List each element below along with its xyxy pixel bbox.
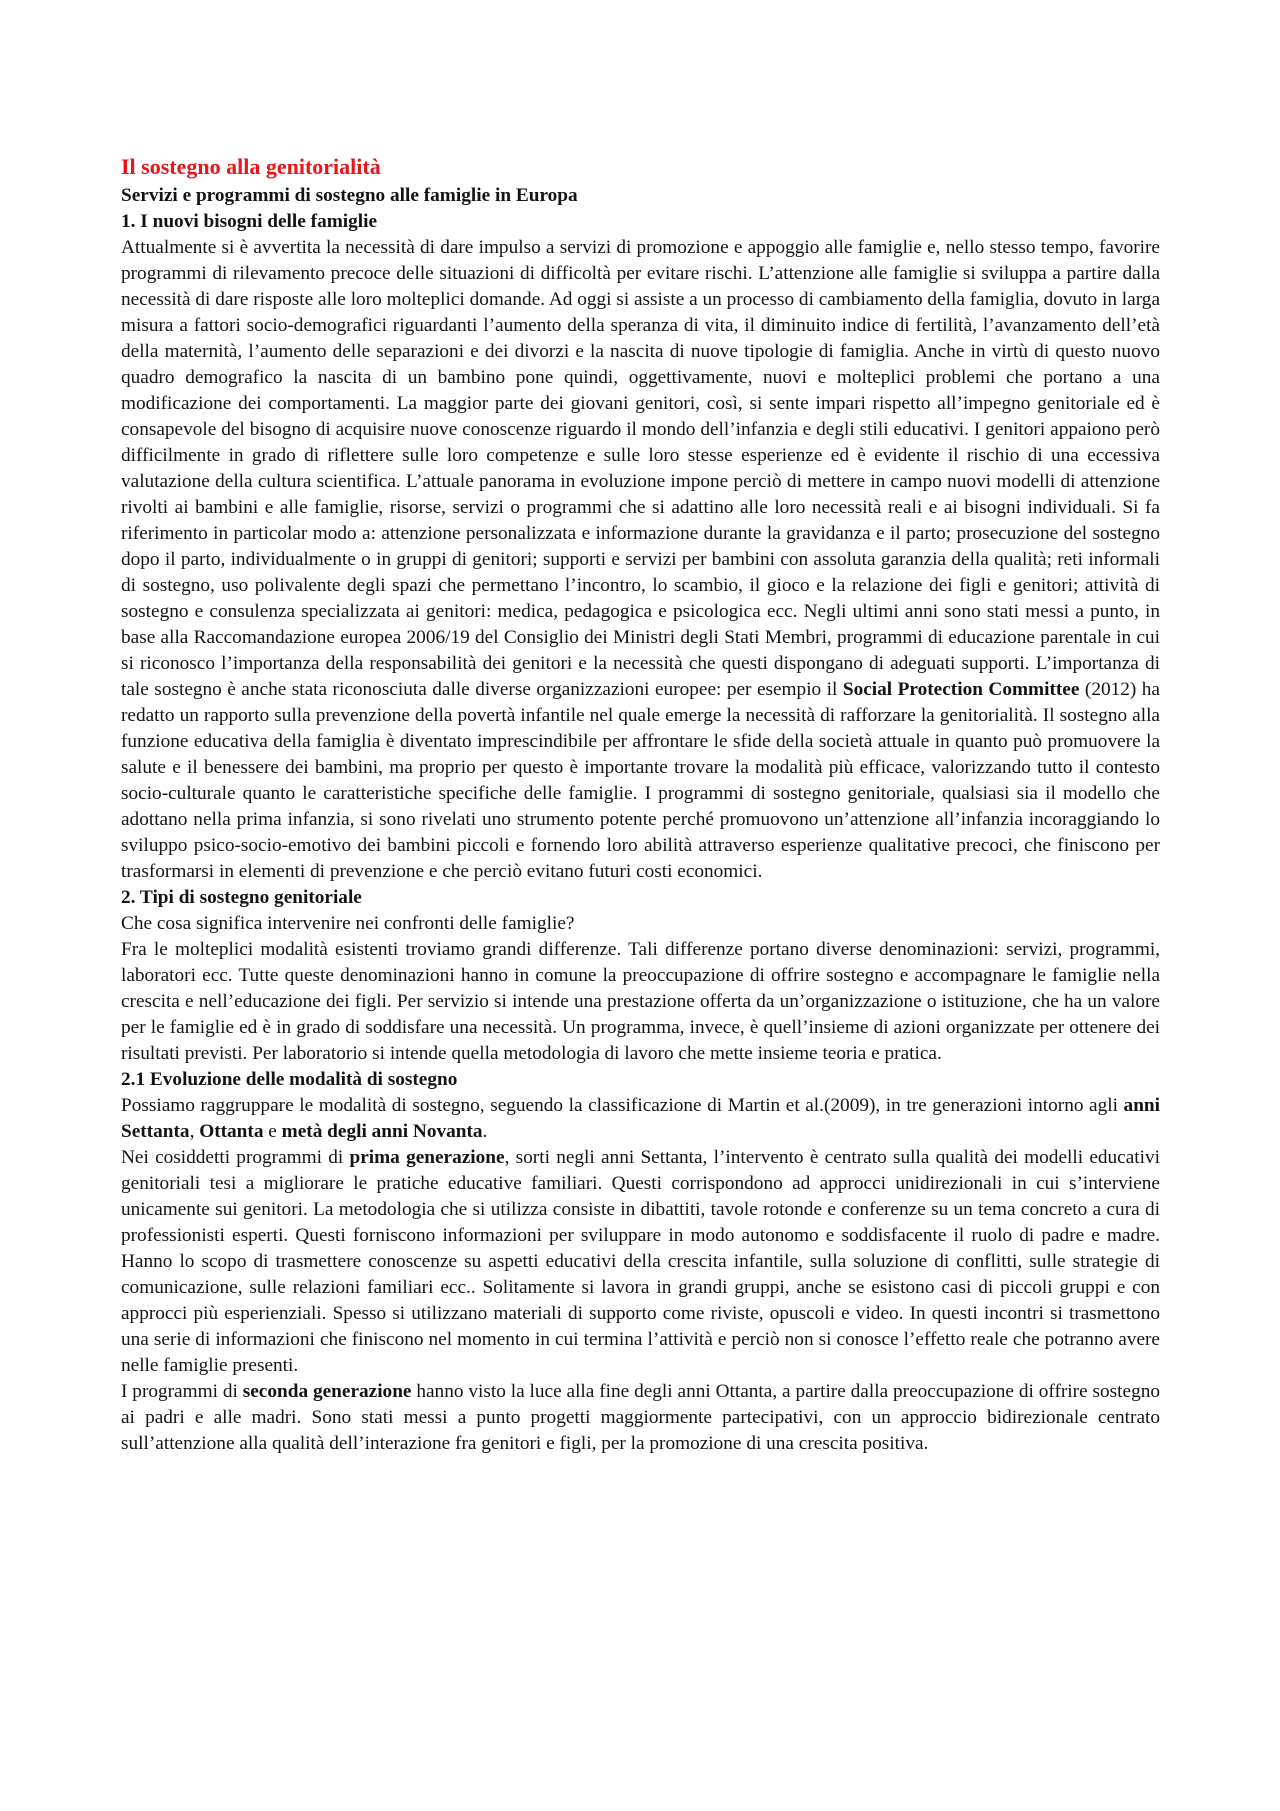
social-protection-committee: Social Protection Committee (842, 679, 1080, 700)
section-1-heading: 1. I nuovi bisogni delle famiglie (121, 211, 378, 232)
seconda-generazione: seconda generazione (242, 1381, 412, 1402)
section-2-1-heading: 2.1 Evoluzione delle modalità di sostegno (121, 1069, 458, 1090)
section-2-paragraph: Fra le molteplici modalità esistenti troviamo grandi differenze. Tali differenze portano diverse denominazioni: servizi, programmi, laboratori ecc. Tutte queste denominazioni hanno in comune la preoccupazione di offrire sostegno e accompagnare le famiglie nella crescita e nell’educazione dei figli. Per servizio si intende una prestazione offerta da un’organizzazione o istituzione, che ha un valore per le famiglie ed è in grado di soddisfare una necessità. Un programma, invece, è quell’insieme di azioni organizzate per ottenere dei risultati previsti. Per laboratorio si intende quella metodologia di lavoro che mette insieme teoria e pratica. (121, 939, 1160, 1064)
seconda-generazione-text: hanno visto la luce alla fine degli anni Ottanta, a partire dalla preoccupazione di offrire sostegno ai padri e alle madri. Sono stati messi a punto progetti maggiormente partecipativi, con un approccio bidirezionale centrato sull’attenzione alla qualità dell’interazione fra genitori e figli, per la promozione di una crescita positiva. (121, 1381, 1160, 1454)
document-subtitle: Servizi e programmi di sostegno alle famiglie in Europa (121, 185, 578, 206)
section-2-1-text-a: Possiamo raggruppare le modalità di sostegno, seguendo la classificazione di Martin et al.(2009), in tre generazioni intorno agli (121, 1095, 1124, 1116)
section-1-text-b: (2012) ha redatto un rapporto sulla prevenzione della povertà infantile nel quale emerge la necessità di rafforzare la genitorialità. Il sostegno alla funzione educativa della famiglia è diventato imprescindibile per affrontare le sfide della società attuale in quanto può promuovere la salute e il benessere dei bambini, ma proprio per questo è importante trovare la modalità più efficace, valorizzando tutto il contesto socio-culturale quanto le caratteristiche specifiche delle famiglie. I programmi di sostegno genitoriale, qualsiasi sia il modello che adottano nella prima infanzia, si sono rivelati uno strumento potente perché promuovono un’attenzione all’infanzia incoraggiando lo sviluppo psico-socio-emotivo dei bambini piccoli e fornendo loro abilità attraverso esperienze qualitative precoci, che finiscono per trasformarsi in elementi di prevenzione e che perciò evitano futuri costi economici. (121, 679, 1160, 882)
seconda-generazione-intro: I programmi di (121, 1381, 243, 1402)
section-2-heading: 2. Tipi di sostegno genitoriale (121, 887, 362, 908)
section-1-paragraph (121, 235, 1160, 885)
separator-1: , (189, 1121, 200, 1142)
prima-generazione: prima generazione (349, 1147, 505, 1168)
section-2-1-paragraph-3 (121, 1379, 1160, 1457)
section-2-1-paragraph-2 (121, 1145, 1160, 1379)
prima-generazione-text: , sorti negli anni Settanta, l’intervento è centrato sulla qualità dei modelli educativi genitoriali tesi a migliorare le pratiche educative familiari. Questi corrispondono ad approcci unidirezionali in cui s’interviene unicamente sui genitori. La metodologia che si utilizza consiste in dibattiti, tavole rotonde e conferenze su un tema concreto a cura di professionisti esperti. Questi forniscono informazioni per sviluppare in modo autonomo e soddisfacente il ruolo di padre e madre. Hanno lo scopo di trasmettere conoscenze su aspetti educativi della crescita infantile, sulla soluzione di conflitti, sulle strategie di comunicazione, sulle relazioni familiari ecc.. Solitamente si lavora in grandi gruppi, anche se esistono casi di piccoli gruppi e con approcci più esperienziali. Spesso si utilizzano materiali di supporto come riviste, opuscoli e video. In questi incontri si trasmettono una serie di informazioni che finiscono nel momento in cui termina l’attività e perciò non si conosce l’effetto reale che potranno avere nelle famiglie presenti. (121, 1147, 1160, 1376)
section-2-1-paragraph-1 (121, 1093, 1160, 1145)
document-page (121, 153, 1160, 1457)
document-title: Il sostegno alla genitorialità (121, 154, 381, 179)
separator-2: e (263, 1121, 282, 1142)
section-2-question: Che cosa significa intervenire nei confronti delle famiglie? (121, 913, 575, 934)
meta-anni-novanta: metà degli anni Novanta (281, 1121, 483, 1142)
prima-generazione-intro: Nei cosiddetti programmi di (121, 1147, 350, 1168)
anni-settanta: anni Settanta (121, 1095, 1160, 1142)
section-1-text-a: Attualmente si è avvertita la necessità di dare impulso a servizi di promozione e appoggio alle famiglie e, nello stesso tempo, favorire programmi di rilevamento precoce delle situazioni di difficoltà per evitare rischi. L’attenzione alle famiglie si sviluppa a partire dalla necessità di dare risposte alle loro molteplici domande. Ad oggi si assiste a un processo di cambiamento della famiglia, dovuto in larga misura a fattori socio-demografici riguardanti l’aumento della speranza di vita, il diminuito indice di fertilità, l’avanzamento dell’età della maternità, l’aumento delle separazioni e dei divorzi e la nascita di nuove tipologie di famiglia. Anche in virtù di questo nuovo quadro demografico la nascita di un bambino pone quindi, oggettivamente, nuovi e molteplici problemi che portano a una modificazione dei comportamenti. La maggior parte dei giovani genitori, così, si sente impari rispetto all’impegno genitoriale ed è consapevole del bisogno di acquisire nuove conoscenze riguardo il mondo dell’infanzia e degli stili educativi. I genitori appaiono però difficilmente in grado di riflettere sulle loro competenze e sulle loro stesse esperienze ed è evidente il rischio di una eccessiva valutazione della cultura scientifica. L’attuale panorama in evoluzione impone perciò di mettere in campo nuovi modelli di attenzione rivolti ai bambini e alle famiglie, risorse, servizi o programmi che si adattino alle loro necessità reali e ai bisogni individuali. Si fa riferimento in particolar modo a: attenzione personalizzata e informazione durante la gravidanza e il parto; prosecuzione del sostegno dopo il parto, individualmente o in gruppi di genitori; supporti e servizi per bambini con assoluta garanzia della qualità; reti informali di sostegno, uso polivalente degli spazi che permettano l’incontro, lo scambio, il gioco e la relazione dei figli e genitori; attività di sostegno e consulenza specializzata ai genitori: medica, pedagogica e psicologica ecc. Negli ultimi anni sono stati messi a punto, in base alla Raccomandazione europea 2006/19 del Consiglio dei Ministri degli Stati Membri, programmi di educazione parentale in cui si riconosco l’importanza della responsabilità dei genitori e la necessità che questi dispongano di adeguati supporti. L’importanza di tale sostegno è anche stata riconosciuta dalle diverse organizzazioni europee: per esempio il (121, 237, 1160, 700)
period: . (482, 1121, 488, 1142)
ottanta: Ottanta (199, 1121, 264, 1142)
